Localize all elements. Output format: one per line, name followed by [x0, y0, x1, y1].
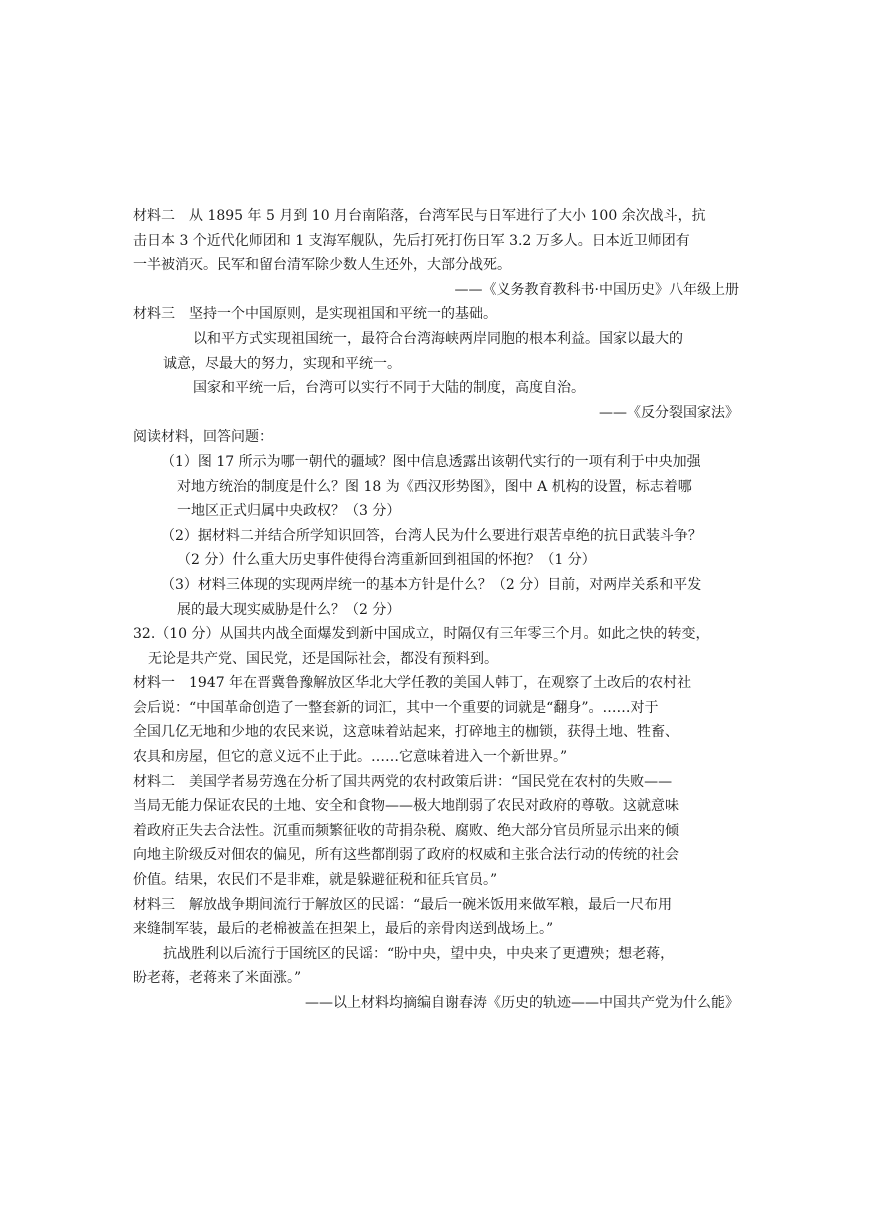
text-line: 32.（10 分）从国共内战全面爆发到新中国成立，时隔仅有三年零三个月。如此之快的转变， — [133, 626, 710, 643]
text-line: 一地区正式归属中央政权？（3 分） — [177, 503, 401, 520]
text-line: 材料一 1947 年在晋冀鲁豫解放区华北大学任教的美国人韩丁，在观察了土改后的农村社 — [133, 675, 692, 692]
text-line: 国家和平统一后，台湾可以实行不同于大陆的制度，高度自治。 — [193, 380, 585, 397]
text-line: 材料三 坚持一个中国原则，是实现祖国和平统一的基础。 — [133, 306, 497, 323]
text-line: 着政府正失去合法性。沉重而频繁征收的苛捐杂税、腐败、绝大部分官员所显示出来的倾 — [133, 822, 679, 839]
text-line: 材料二 从 1895 年 5 月到 10 月台南陷落，台湾军民与日军进行了大小 100 余次战斗，抗 — [133, 208, 706, 224]
text-line: 当局无能力保证农民的土地、安全和食物——极大地削弱了农民对政府的尊敬。这就意味 — [133, 798, 679, 815]
document-page — [133, 204, 739, 1016]
text-line: 击日本 3 个近代化师团和 1 支海军舰队，先后打死打伤日军 3.2 万多人。日本近卫师团有 — [133, 232, 690, 249]
text-line: ——《反分裂国家法》 — [599, 404, 739, 421]
text-line: 对地方统治的制度是什么？图 18 为《西汉形势图》，图中 A 机构的设置，标志着哪 — [177, 478, 692, 495]
text-line: 展的最大现实威胁是什么？（2 分） — [177, 601, 401, 618]
text-line: 诚意，尽最大的努力，实现和平统一。 — [163, 355, 401, 372]
text-line: 材料二 美国学者易劳逸在分析了国共两党的农村政策后讲：“国民党在农村的失败—— — [133, 773, 673, 790]
text-line: ——以上材料均摘编自谢春涛《历史的轨迹——中国共产党为什么能》 — [305, 995, 739, 1011]
text-line: ——《义务教育教科书·中国历史》八年级上册 — [454, 281, 739, 298]
text-line: （3）材料三体现的实现两岸统一的基本方针是什么？（2 分）目前，对两岸关系和平发 — [161, 576, 702, 593]
text-line: 材料三 解放战争期间流行于解放区的民谣：“最后一碗米饭用来做军粮，最后一尺布用 — [133, 896, 673, 913]
text-line: 盼老蒋，老蒋来了米面涨。” — [133, 970, 302, 987]
text-line: （2）据材料二并结合所学知识回答，台湾人民为什么要进行艰苦卓绝的抗日武装斗争？ — [161, 527, 702, 544]
text-line: （2 分）什么重大历史事件使得台湾重新回到祖国的怀抱？（1 分） — [177, 552, 596, 569]
text-line: 以和平方式实现祖国统一，最符合台湾海峡两岸同胞的根本利益。国家以最大的 — [193, 330, 683, 347]
text-line: 无论是共产党、国民党，还是国际社会，都没有预料到。 — [148, 650, 498, 667]
text-line: 抗战胜利以后流行于国统区的民谣：“盼中央，望中央，中央来了更遭殃；想老蒋， — [163, 945, 675, 962]
text-line: 全国几亿无地和少地的农民来说，这意味着站起来，打碎地主的枷锁，获得土地、牲畜、 — [133, 724, 679, 741]
text-line: 向地主阶级反对佃农的偏见，所有这些都削弱了政府的权威和主张合法行动的传统的社会 — [133, 847, 679, 864]
text-line: 一半被消灭。民军和留台清军除少数人生还外，大部分战死。 — [133, 257, 511, 274]
text-line: 农具和房屋，但它的意义远不止于此。……它意味着进入一个新世界。” — [133, 749, 568, 766]
text-line: 来缝制军装，最后的老棉被盖在担架上，最后的亲骨肉送到战场上。” — [133, 921, 554, 938]
text-line: 价值。结果，农民们不是非难，就是躲避征税和征兵官员。” — [133, 872, 498, 889]
text-line: （1）图 17 所示为哪一朝代的疆域？图中信息透露出该朝代实行的一项有利于中央加强 — [161, 453, 701, 470]
text-line: 阅读材料，回答问题： — [133, 429, 273, 446]
text-line: 会后说：“中国革命创造了一整套新的词汇，其中一个重要的词就是“翻身”。……对于 — [133, 699, 659, 716]
